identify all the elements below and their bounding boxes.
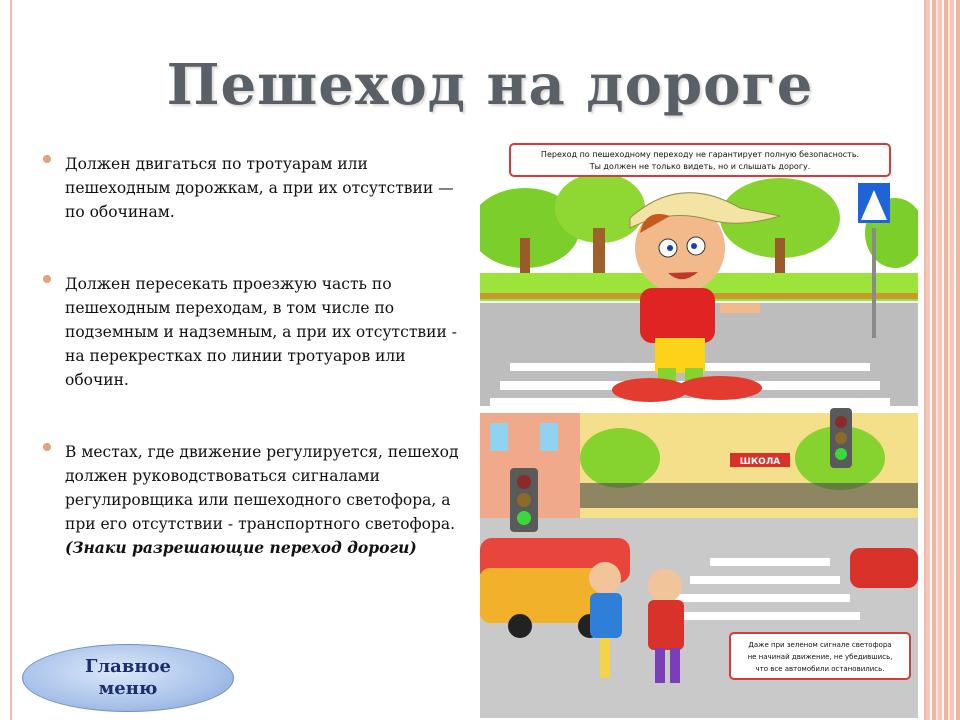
list-item (40, 272, 465, 392)
bullet-icon (43, 443, 51, 451)
decorative-stripes (926, 0, 960, 720)
car-icon (850, 548, 918, 588)
list-item (40, 440, 465, 560)
page-title: Пешеход на дороге (166, 52, 814, 118)
top-caption-line1: Переход по пешеходному переходу не гарантирует полную безопасность. (540, 150, 860, 159)
bottom-caption-line2: не начинай движение, не убедившись, (747, 653, 893, 661)
top-panel (480, 138, 918, 406)
list-item (40, 152, 465, 224)
bullet-icon (43, 155, 51, 163)
rules-list (40, 152, 465, 560)
bullet-note: (Знаки разрешающие переход дороги) (65, 538, 417, 557)
bottom-panel (480, 408, 918, 718)
bullet-text: Должен пересекать проезжую часть по пешеходным переходам, в том числе по подземным и надземным, а при их отсутствии - на перекрестках по линии тротуаров или обочин. (65, 275, 457, 389)
bottom-caption-line3: что все автомобили остановились. (755, 665, 885, 673)
bottom-caption-line1: Даже при зеленом сигнале светофора (748, 641, 892, 649)
pedestrian-illustration (480, 138, 918, 718)
bullet-text: В местах, где движение регулируется, пешеход должен руководствоваться сигналами регулировщика или пешеходного светофора, а при его отсутствии - транспортного светофора. (65, 443, 459, 533)
main-menu-label: Главное меню (85, 656, 171, 699)
bullet-text: Должен двигаться по тротуарам или пешеходным дорожкам, а при их отсутствии — по обочинам. (65, 155, 454, 221)
school-sign: ШКОЛА (739, 457, 781, 467)
tree-icon (580, 428, 660, 488)
bullet-icon (43, 275, 51, 283)
main-menu-button[interactable] (22, 644, 234, 712)
left-frame-line (10, 0, 12, 720)
top-caption-line2: Ты должен не только видеть, но и слышать дорогу. (589, 162, 811, 171)
